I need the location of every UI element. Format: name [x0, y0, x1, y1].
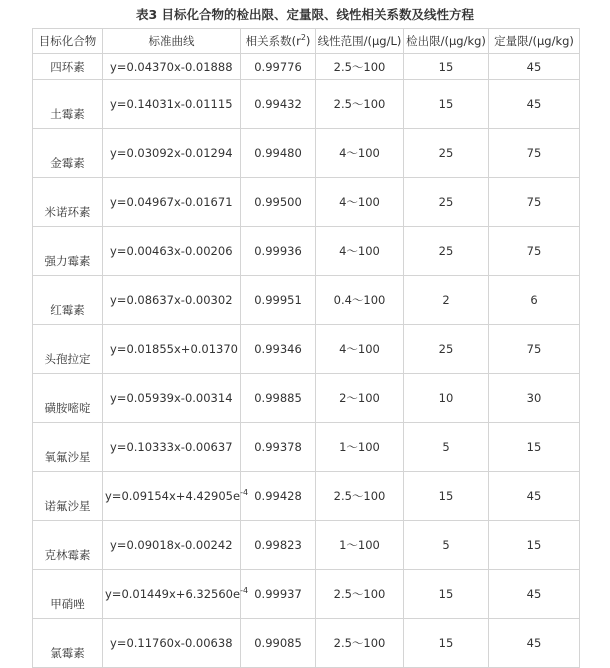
r2-cell: 0.99480 [241, 129, 316, 178]
table-row [33, 374, 580, 423]
linear-range-cell: 4～100 [316, 325, 404, 374]
r2-cell: 0.99936 [241, 227, 316, 276]
linear-range-cell: 4～100 [316, 178, 404, 227]
compound-name-cell: 金霉素 [33, 129, 103, 178]
lod-cell: 25 [404, 178, 489, 227]
loq-cell: 15 [489, 521, 580, 570]
loq-cell: 45 [489, 570, 580, 619]
curve-equation-cell [103, 80, 241, 129]
curve-equation: y=0.08637x-0.00302 [110, 293, 233, 307]
loq-cell: 30 [489, 374, 580, 423]
compound-name-cell: 磺胺嘧啶 [33, 374, 103, 423]
table-row [33, 129, 580, 178]
header-loq: 定量限/(μg/kg) [489, 29, 580, 54]
lod-cell: 15 [404, 619, 489, 668]
linear-range-cell: 4～100 [316, 129, 404, 178]
compound-name-cell: 克林霉素 [33, 521, 103, 570]
loq-cell: 45 [489, 54, 580, 80]
header-row [33, 29, 580, 54]
curve-equation-cell [103, 521, 241, 570]
header-r2 [241, 29, 316, 54]
lod-cell: 15 [404, 472, 489, 521]
lod-cell: 15 [404, 54, 489, 80]
r2-cell: 0.99823 [241, 521, 316, 570]
loq-cell: 75 [489, 325, 580, 374]
lod-cell: 25 [404, 325, 489, 374]
compound-name-cell: 米诺环素 [33, 178, 103, 227]
loq-cell: 75 [489, 129, 580, 178]
compound-name-cell: 诺氟沙星 [33, 472, 103, 521]
table-body [33, 54, 580, 668]
curve-equation: y=0.03092x-0.01294 [110, 146, 233, 160]
compound-name-cell: 氯霉素 [33, 619, 103, 668]
compound-name-cell: 氧氟沙星 [33, 423, 103, 472]
lod-cell: 25 [404, 227, 489, 276]
curve-equation: y=0.05939x-0.00314 [110, 391, 233, 405]
table-row [33, 570, 580, 619]
table-row [33, 423, 580, 472]
lod-cell: 15 [404, 80, 489, 129]
compound-name-cell: 强力霉素 [33, 227, 103, 276]
curve-equation: y=0.11760x-0.00638 [110, 636, 233, 650]
loq-cell: 45 [489, 80, 580, 129]
curve-equation-cell [103, 178, 241, 227]
curve-equation-cell [103, 276, 241, 325]
curve-equation-cell [103, 374, 241, 423]
compound-name-cell: 甲硝唑 [33, 570, 103, 619]
linear-range-cell: 2.5～100 [316, 570, 404, 619]
r2-cell: 0.99885 [241, 374, 316, 423]
loq-cell: 45 [489, 472, 580, 521]
loq-cell: 6 [489, 276, 580, 325]
compound-name-cell: 头孢拉定 [33, 325, 103, 374]
lod-cell: 10 [404, 374, 489, 423]
curve-equation-exponent: -4 [240, 586, 249, 596]
curve-equation-cell [103, 325, 241, 374]
curve-equation: y=0.09018x-0.00242 [110, 538, 233, 552]
curve-equation-cell [103, 129, 241, 178]
loq-cell: 45 [489, 619, 580, 668]
curve-equation-cell [103, 472, 249, 521]
table-row [33, 227, 580, 276]
r2-cell: 0.99432 [241, 80, 316, 129]
lod-cell: 5 [404, 521, 489, 570]
curve-equation: y=0.14031x-0.01115 [110, 97, 233, 111]
r2-cell: 0.99951 [241, 276, 316, 325]
table-row [33, 325, 580, 374]
header-r2-prefix: 相关系数(r [245, 34, 301, 48]
r2-cell: 0.99937 [241, 570, 316, 619]
linear-range-cell: 2.5～100 [316, 619, 404, 668]
header-range: 线性范围/(μg/L) [316, 29, 404, 54]
table-row [33, 472, 580, 521]
lod-cell: 5 [404, 423, 489, 472]
lod-cell: 25 [404, 129, 489, 178]
linear-range-cell: 1～100 [316, 521, 404, 570]
loq-cell: 15 [489, 423, 580, 472]
loq-cell: 75 [489, 178, 580, 227]
header-r2-exponent: 2 [300, 33, 306, 43]
table-row [33, 80, 580, 129]
r2-cell: 0.99085 [241, 619, 316, 668]
curve-equation: y=0.09154x+4.42905e [105, 489, 241, 503]
r2-cell: 0.99346 [241, 325, 316, 374]
curve-equation: y=0.01855x+0.01370 [110, 342, 238, 356]
curve-equation-cell [103, 619, 241, 668]
compound-name-cell: 红霉素 [33, 276, 103, 325]
header-curve: 标准曲线 [103, 29, 241, 54]
header-compound: 目标化合物 [33, 29, 103, 54]
curve-equation: y=0.00463x-0.00206 [110, 244, 233, 258]
linear-range-cell: 2.5～100 [316, 472, 404, 521]
linear-range-cell: 4～100 [316, 227, 404, 276]
table-row [33, 521, 580, 570]
lod-cell: 15 [404, 570, 489, 619]
linear-range-cell: 2.5～100 [316, 80, 404, 129]
curve-equation: y=0.10333x-0.00637 [110, 440, 233, 454]
table-row [33, 54, 580, 80]
linear-range-cell: 0.4～100 [316, 276, 404, 325]
table-row [33, 178, 580, 227]
header-lod: 检出限/(μg/kg) [404, 29, 489, 54]
curve-equation-exponent: -4 [240, 488, 249, 498]
curve-equation: y=0.04370x-0.01888 [110, 59, 233, 74]
curve-equation: y=0.04967x-0.01671 [110, 195, 233, 209]
linear-range-cell: 2～100 [316, 374, 404, 423]
compound-name-cell: 四环素 [33, 54, 103, 80]
results-table [32, 28, 580, 668]
compound-name-cell: 土霉素 [33, 80, 103, 129]
r2-cell: 0.99776 [241, 54, 316, 80]
r2-cell: 0.99428 [241, 472, 316, 521]
r2-cell: 0.99378 [241, 423, 316, 472]
table-row [33, 276, 580, 325]
lod-cell: 2 [404, 276, 489, 325]
header-r2-suffix: ) [305, 34, 311, 48]
linear-range-cell: 1～100 [316, 423, 404, 472]
table-row [33, 619, 580, 668]
curve-equation-cell [103, 227, 241, 276]
curve-equation-cell [103, 423, 241, 472]
curve-equation: y=0.01449x+6.32560e [105, 587, 241, 601]
curve-equation-cell [103, 54, 241, 80]
r2-cell: 0.99500 [241, 178, 316, 227]
table-caption: 表3 目标化合物的检出限、定量限、线性相关系数及线性方程 [135, 7, 475, 22]
loq-cell: 75 [489, 227, 580, 276]
linear-range-cell: 2.5～100 [316, 54, 404, 80]
curve-equation-cell [103, 570, 249, 619]
